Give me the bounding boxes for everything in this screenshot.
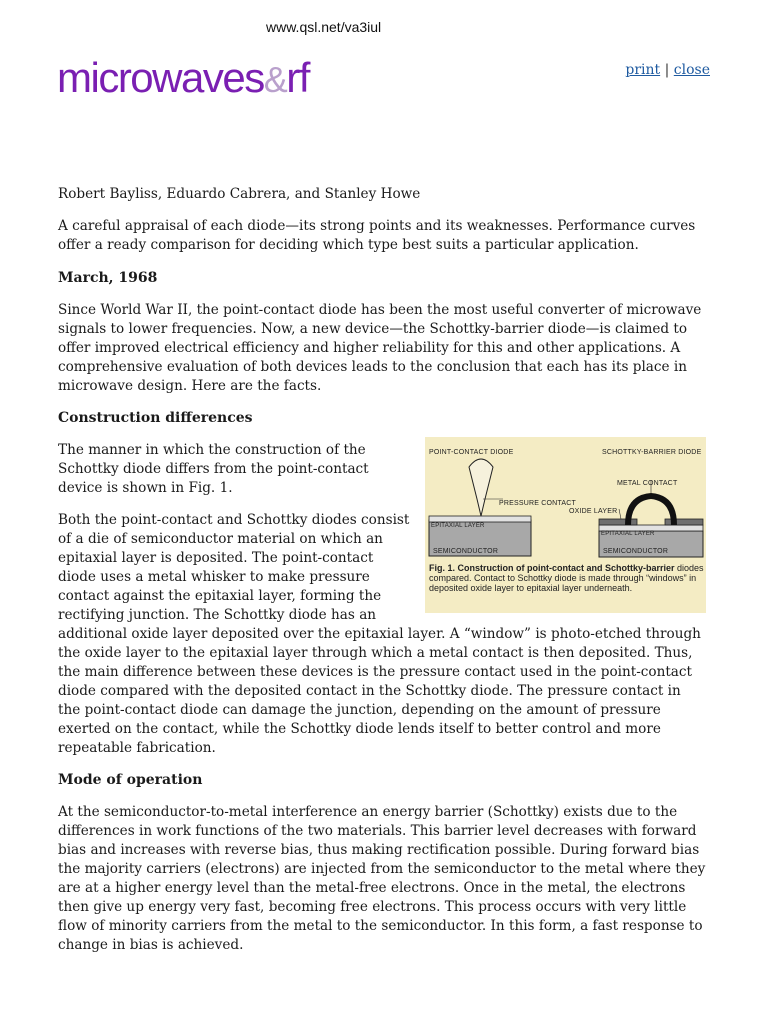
article-intro: Since World War II, the point-contact diode has been the most useful converter of microwave signals to lower frequencies. Now, a new device—the Schottky-barrier diode—is claimed to offer improved electrical efficiency and higher reliability for this and other applications. A comprehensive evaluation of both devices leads to the conclusion that each has its place in microwave design. Here are the facts. [58,302,702,394]
fig-label-epitaxial-left: EPITAXIAL LAYER [431,523,485,529]
section2-paragraph-1: At the semiconductor-to-metal interference an energy barrier (Schottky) exists due to the differences in work functions of the two materials. This barrier level decreases with forward bias and increases with reverse bias, thus making rectification possible. During forward bias the majority carriers (electrons) are injected from the semiconductor to the metal where they are at a higher energy level than the metal-free electrons. Once in the metal, the electrons then give up energy very fast, becoming free electrons. This process occurs with very little flow of minority carriers from the metal to the semiconductor. In this form, a fast response to change in bias is achieved. [58,804,706,953]
site-url: www.qsl.net/va3iul [266,19,382,35]
fig-label-semiconductor-right: SEMICONDUCTOR [603,548,669,555]
sb-oxide-leader [619,509,621,519]
link-separator: | [664,62,670,78]
microwaves-rf-logo[interactable] [57,54,309,102]
article-summary: A careful appraisal of each diode—its strong points and its weaknesses. Performance curves offer a ready comparison for deciding which type best suits a particular application. [58,218,696,253]
article-date: March, 1968 [58,270,158,286]
section1-paragraph-2: Both the point-contact and Schottky diodes consist of a die of semiconductor material on which an epitaxial layer is deposited. The point-contact diode uses a metal whisker to make pressure contact against the epitaxial layer, forming the rectifying junction. The Schottky diode has an additional oxide layer deposited over the epitaxial layer. A “window” is photo-etched through the oxide layer to the epitaxial layer through which a metal contact is then deposited. Thus, the main difference between these devices is the pressure contact used in the point-contact diode compared with the deposited contact in the Schottky diode. The pressure contact in the point-contact diode can damage the junction, depending on the amount of pressure exerted on the contact, while the Schottky diode lends itself to better control and more repeatable fabrication. [58,512,701,756]
figure-caption-title: Fig. 1. Construction of point-contact and Schottky-barrier [429,563,675,573]
sb-oxide-right [665,519,703,525]
figure-1-diode-construction [425,437,706,613]
print-link[interactable]: print [625,62,661,78]
fig-label-pressure-contact: PRESSURE CONTACT [499,500,576,507]
print-close-links [625,62,710,78]
section-heading-construction: Construction differences [58,410,253,426]
pc-metal-whisker [469,459,493,516]
logo-text-microwaves: microwaves [57,54,264,101]
close-link[interactable]: close [673,62,710,78]
logo-ampersand: & [263,59,287,100]
section-heading-mode-of-operation: Mode of operation [58,772,203,788]
fig-label-metal-contact: METAL CONTACT [617,480,678,487]
fig-title-schottky: SCHOTTKY-BARRIER DIODE [602,449,702,456]
logo-text-rf: rf [286,54,309,101]
figure-caption-text: diodes compared. Contact to Schottky diode is made through “windows” in deposited oxide layer to epitaxial layer underneath. [429,563,704,593]
fig-label-semiconductor-left: SEMICONDUCTOR [433,548,499,555]
article-body [58,185,706,968]
figure-caption [429,563,704,593]
section1-paragraph-1: The manner in which the construction of the Schottky diode differs from the point-contact device is shown in Fig. 1. [58,442,369,496]
article-authors: Robert Bayliss, Eduardo Cabrera, and Stanley Howe [58,186,421,202]
fig-title-point-contact: POINT-CONTACT DIODE [429,449,514,456]
fig-label-oxide-layer: OXIDE LAYER [569,508,618,515]
fig-label-epitaxial-right: EPITAXIAL LAYER [601,531,655,537]
